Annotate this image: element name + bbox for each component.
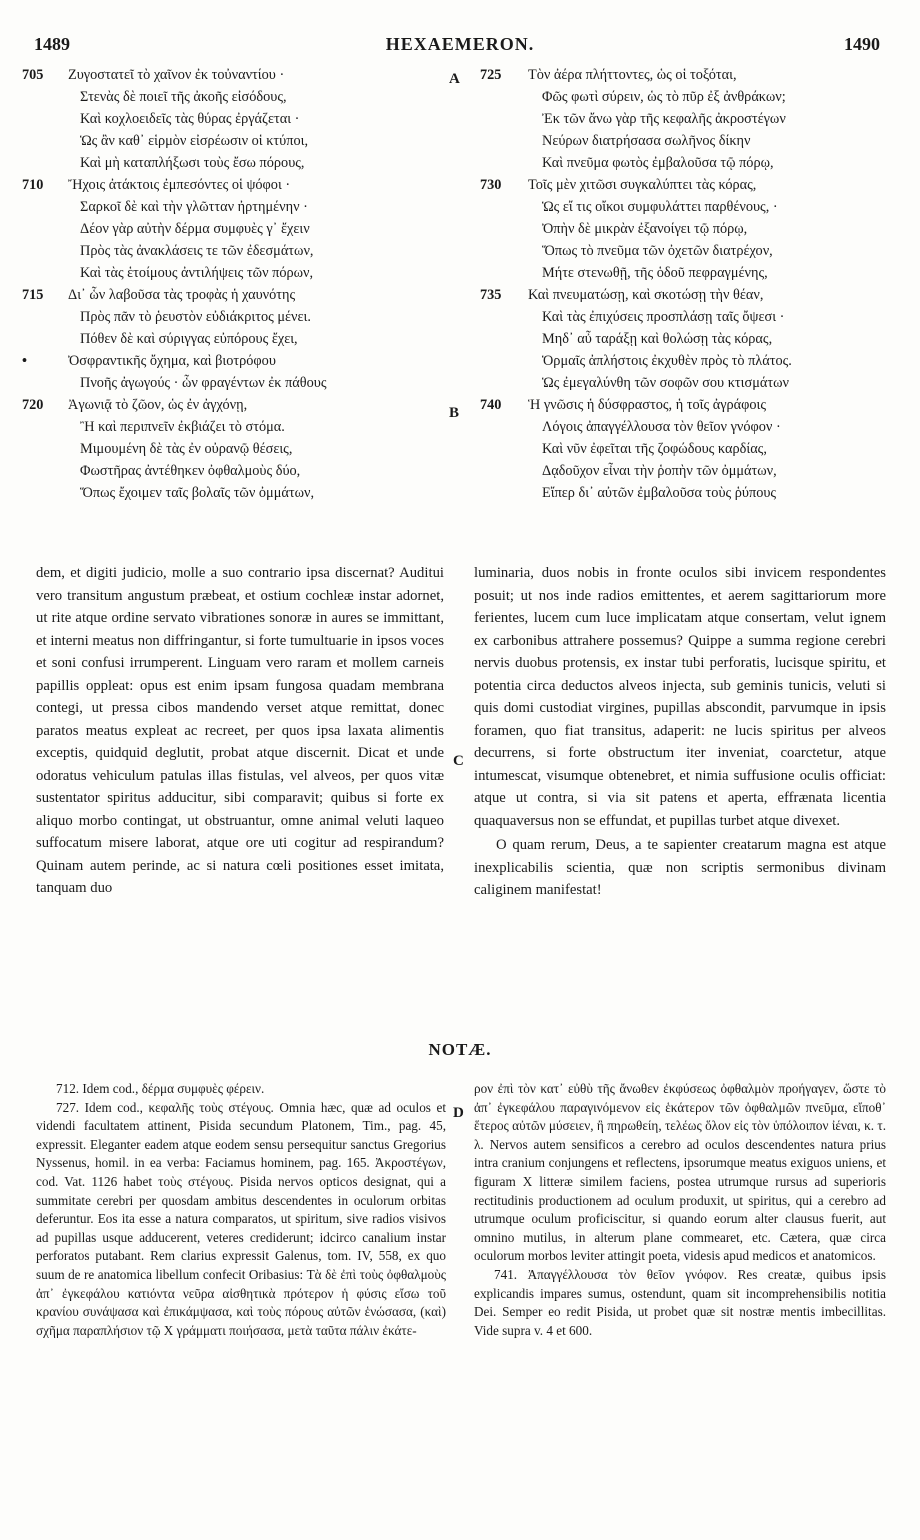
verse-text: Μήτε στενωθῇ, τῆς ὁδοῦ πεφραγμένης,: [542, 265, 768, 281]
latin-translation-left-column: [36, 562, 444, 900]
verse-text: Τοῖς μὲν χιτῶσι συγκαλύπτει τὰς κόρας,: [528, 177, 757, 193]
verse-text: Ὡς εἴ τις οἴκοι συμφυλάττει παρθένους, ·: [542, 199, 778, 215]
verse-line: [472, 416, 892, 438]
verse-text: Ὁρμαῖς ἀπλήστοις ἐκχυθὲν πρὸς τὸ πλάτος.: [542, 353, 792, 369]
verse-line: [22, 130, 442, 152]
page-number-right: 1490: [844, 34, 880, 54]
verse-number: 715: [22, 287, 44, 303]
margin-letter-c: C: [453, 753, 464, 769]
verse-text: Ὅπως τὸ πνεῦμα τῶν ὀχετῶν διατρέχον,: [542, 243, 773, 259]
verse-line: [22, 262, 442, 284]
verse-line: [22, 108, 442, 130]
note-paragraph: ρον ἐπὶ τὸν κατ᾽ εὐθὺ τῆς ἄνωθεν ἐκφύσεως ὀφθαλμὸν προήγαγεν, ὥστε τὸ ἀπ᾽ ἐγκεφάλου παραγινόμενον εἰς ἑκάτερον τῶν ὀφθαλμῶν πνεῦμα, εἴποθ᾽ ἕτερος αὐτῶν μύσειεν, ἢ πηρωθείη, τελέως ὅλον εἰς τὸν ὑπόλοιπον ἰέναι, κ. τ. λ. Nervos autem sensificos a cerebro ad oculos descendentes natura prius intra cranium conjungens et reflectens, ipsorumque meatus exiguos uniens, et figuram X litteræ similem faciens, postea utrumque rursus ad superioris rectitudinis productionem ad oculum produxit, ut spiritus, qui a cerebro ad utrumque oculum proficiscitur, si quando eorum alter clausus fuerit, aut omnino mutilus, in alterum plane commearet, etc. Cætera, quæ circa oculorum morbos leviter attingit poeta, videsis apud medicos et anatomicos.: [474, 1081, 886, 1264]
verse-line: [22, 372, 442, 394]
verse-line: [22, 394, 442, 416]
verse-text: Δι᾽ ὧν λαβοῦσα τὰς τροφὰς ἡ χαυνότης: [68, 287, 296, 303]
notes-right-column: [474, 1080, 886, 1340]
verse-number: 720: [22, 397, 44, 413]
verse-text: Ἢ καὶ περιπνεῖν ἐκβιάζει τὸ στόμα.: [80, 419, 285, 435]
verse-line: [22, 86, 442, 108]
verse-text: Μιμουμένη δὲ τὰς ἐν οὐρανῷ θέσεις,: [80, 441, 293, 457]
verse-text: Καὶ πνευματώσῃ, καὶ σκοτώσῃ τὴν θέαν,: [528, 287, 764, 303]
verse-text: Δᾳδοῦχον εἶναι τὴν ῥοπὴν τῶν ὀμμάτων,: [542, 463, 777, 479]
verse-text: Καὶ μὴ καταπλήξωσι τοὺς ἔσω πόρους,: [80, 155, 305, 171]
latin-paragraph: dem, et digiti judicio, molle a suo contrario ipsa discernat? Auditui vero transitum angustum præbeat, et ostium cochleæ instar adornet, ut rite atque ordine servato vibrationes sonoræ in aures se immittant, et interni meatus non diffringantur, si forte tumultuarie in ipsos voces et soni confusi irrumperent. Linguam vero raram et mollem carneis papillis oppleat: opus est enim ipsam fungosa quadam membrana contegi, ut pressa cibos mandendo verset atque remittat, donec paratos meatus expleat ac recreet, per quos ipsa laxata alimentis exceptis, quidquid deglutit, probat atque discernit. Dicat et unde odoratus vehiculum patulas illas fistulas, vel alveos, per quos vitæ sustentator spiritus adducitur, sibi comparavit; quibus si forte ex aliquo morbo contingat, ut obstruantur, omne animal veluti laqueo suffocatum misere laborat, atque ore uti cogitur ad respirandum? Quinam autem perinde, ac si natura cœli positiones esset imitata, tanquam duo: [36, 565, 444, 896]
verse-text: Πρὸς τὰς ἀνακλάσεις τε τῶν ἐδεσμάτων,: [80, 243, 314, 259]
note-paragraph: 712. Idem cod., δέρμα συμφυὲς φέρειν.: [56, 1081, 265, 1096]
verse-text: Καὶ νῦν ἐφεῖται τῆς ζοφώδους καρδίας,: [542, 441, 767, 457]
verse-text: Στενὰς δὲ ποιεῖ τῆς ἀκοῆς εἰσόδους,: [80, 89, 287, 105]
verse-number: 735: [480, 287, 502, 303]
verse-text: Λόγοις ἀπαγγέλλουσα τὸν θεῖον γνόφον ·: [542, 419, 781, 435]
margin-letter-d: D: [453, 1105, 464, 1121]
verse-line: [472, 152, 892, 174]
verse-text: Τὸν ἀέρα πλήττοντες, ὡς οἱ τοξόται,: [528, 67, 737, 83]
latin-paragraph: luminaria, duos nobis in fronte oculos sibi invicem respondentes posuit; ut nos inde radios emittentes, et aerem sagittariorum more ferientes, lucem cum luce implicatam atque consertam, velut ignem ex carbonibus attrahere possemus? Quippe a summa regione cerebri nervis duobus protensis, ex instar tubi perforatis, lucisque spiritu, et potentia circa deductos alveos injecta, sub geminis tunicis, veluti si quis domi custodiat virgines, pupillas abscondit, parvumque in ipsis foramen, quo fiat transitus, adaperit: ne lucis spiritus per alveos decurrens, si forte obstructum iter inveniat, coarctetur, atque intumescat, visumque obtenebret, et nimia suffusione oculis officiat: atque ut contra, si via sit patens et aperta, effrænata licentia quaquaversus non se effundat, et pupillas turbet atque divexet.: [474, 565, 886, 829]
verse-text: Ζυγοστατεῖ τὸ χαῖνον ἐκ τοὐναντίου ·: [68, 67, 285, 83]
verse-line: [22, 328, 442, 350]
page-number-left: 1489: [34, 34, 70, 54]
verse-line: [472, 240, 892, 262]
verse-text: Ἀγωνιᾷ τὸ ζῶον, ὡς ἐν ἀγχόνῃ,: [68, 397, 248, 413]
verse-line: [22, 196, 442, 218]
verse-text: Πόθεν δὲ καὶ σύριγγας εὐπόρους ἔχει,: [80, 331, 298, 347]
verse-line: [472, 394, 892, 416]
verse-line: [472, 328, 892, 350]
verse-line: [472, 64, 892, 86]
notes-left-column: [36, 1080, 446, 1340]
verse-text: Ἡ γνῶσις ἡ δύσφραστος, ἡ τοῖς ἀγράφοις: [528, 397, 767, 413]
verse-line: [472, 174, 892, 196]
verse-line: [22, 460, 442, 482]
verse-text: Σαρκοῖ δὲ καὶ τὴν γλῶτταν ἠρτημένην ·: [80, 199, 308, 215]
verse-text: Εἴπερ δι᾽ αὐτῶν ἐμβαλοῦσα τοὺς ῥύπους: [542, 485, 777, 501]
verse-line: [472, 196, 892, 218]
running-title: HEXAEMERON.: [385, 34, 535, 54]
verse-text: Καὶ κοχλοειδεῖς τὰς θύρας ἐργάζεται ·: [80, 111, 300, 127]
verse-line: [22, 416, 442, 438]
verse-number: 725: [480, 67, 502, 83]
verse-line: [22, 482, 442, 504]
verse-line: [22, 218, 442, 240]
greek-verses-right-column: [472, 64, 892, 504]
verse-line: [22, 152, 442, 174]
verse-text: Πρὸς πᾶν τὸ ῥευστὸν εὐδιάκριτος μένει.: [80, 309, 311, 325]
verse-line: [22, 350, 442, 372]
verse-text: Ὡς ἂν καθ᾽ εἱρμὸν εἰσρέωσιν οἱ κτύποι,: [80, 133, 309, 149]
verse-number: 705: [22, 67, 44, 83]
verse-line: [472, 108, 892, 130]
verse-line: [472, 482, 892, 504]
verse-text: Δέον γὰρ αὐτὴν δέρμα συμφυὲς γ᾽ ἔχειν: [80, 221, 310, 237]
verse-line: [22, 174, 442, 196]
verse-text: Νεύρων διατρήσασα σωλῆνος δίκην: [542, 133, 751, 149]
verse-line: [472, 130, 892, 152]
verse-text: Ὀσφραντικῆς ὄχημα, καὶ βιοτρόφου: [68, 353, 276, 369]
verse-text: Ἐκ τῶν ἄνω γὰρ τῆς κεφαλῆς ἀκροστέγων: [542, 111, 786, 127]
note-paragraph: 727. Idem cod., κεφαλῆς τοὺς στέγους. Omnia hæc, quæ ad oculos et videndi facultatem attinent, Pisida secundum Platonem, Tim., pag. 45, expressit. Eleganter eadem atque eodem sensu persequitur sanctus Gregorius Nyssenus, homil. in ea verba: Faciamus hominem, pag. 165. Ἀκροστέγων, cod. Vat. 1126 habet τοὺς στέγους. Pisida nervos opticos designat, qui a summitate cerebri per quosdam ambitus descendentes in oculorum orbitas deferuntur. Eos ita esse a natura comparatos, ut spiritum, sive radios visivos ad pupillas usque adducerent, veteres crediderunt; idcirco canalium instar perforatos putabant. Rem clarius expressit Galenus, tom. IV, 558, ex quo suum de re anatomica libellum confecit Oribasius: Τὰ δὲ ἐπὶ τοὺς ὀφθαλμοὺς ἀπ᾽ ἐγκεφάλου κατιόντα νεῦρα αἰσθητικὰ πρότερον ἡ φύσις εἴσω τοῦ κρανίου συνάψασα καὶ ἐπικάμψασα, καὶ τοὺς πόρους αὐτῶν ἑνώσασα, (καὶ) σχῆμα παραπλήσιον τῷ Χ γράμματι ποιήσασα, μετὰ ταῦτα πάλιν ἐκάτε-: [36, 1099, 446, 1338]
verse-number: •: [22, 353, 28, 369]
verse-text: Ὡς ἐμεγαλύνθη τῶν σοφῶν σου κτισμάτων: [542, 375, 789, 391]
latin-paragraph: O quam rerum, Deus, a te sapienter creatarum magna est atque inexplicabilis scientia, quæ non scriptis sermonibus divinam caliginem manifestat!: [474, 837, 886, 898]
verse-text: Ὀπὴν δὲ μικρὰν ἐξανοίγει τῷ πόρῳ,: [542, 221, 748, 237]
verse-text: Μηδ᾽ αὖ ταράξῃ καὶ θολώσῃ τὰς κόρας,: [542, 331, 773, 347]
verse-line: [472, 306, 892, 328]
verse-line: [22, 240, 442, 262]
latin-translation-right-column: [474, 562, 886, 902]
verse-text: Πνοῆς ἀγωγούς · ὧν φραγέντων ἐκ πάθους: [80, 375, 327, 391]
verse-text: Φωστῆρας ἀντέθηκεν ὀφθαλμοὺς δύο,: [80, 463, 301, 479]
verse-text: Ὅπως ἔχοιμεν ταῖς βολαῖς τῶν ὀμμάτων,: [80, 485, 315, 501]
verse-line: [22, 306, 442, 328]
verse-number: 730: [480, 177, 502, 193]
verse-line: [472, 460, 892, 482]
note-paragraph: 741. Ἀπαγγέλλουσα τὸν θεῖον γνόφον. Res creatæ, quibus ipsis explicandis impares sumus, ostendunt, quam sit incomprehensibilis notitia Dei. Semper eo redit Pisida, ut probet quæ sit nostræ mentis imbecillitas. Vide supra v. 4 et 600.: [474, 1266, 886, 1338]
verse-line: [472, 438, 892, 460]
verse-text: Καὶ τὰς ἑτοίμους ἀντιλήψεις τῶν πόρων,: [80, 265, 314, 281]
verse-number: 710: [22, 177, 44, 193]
verse-line: [22, 284, 442, 306]
verse-text: Ἤχοις ἀτάκτοις ἐμπεσόντες οἱ ψόφοι ·: [68, 177, 291, 193]
margin-letter-b: B: [449, 405, 460, 421]
verse-line: [22, 438, 442, 460]
greek-verses-left-column: [22, 64, 442, 504]
verse-line: [472, 262, 892, 284]
verse-line: [22, 64, 442, 86]
verse-line: [472, 284, 892, 306]
verse-text: Καὶ τὰς ἐπιχύσεις προσπλάσῃ ταῖς ὄψεσι ·: [542, 309, 785, 325]
notes-heading: NOTÆ.: [428, 1040, 492, 1059]
verse-line: [472, 350, 892, 372]
margin-letter-a: A: [449, 71, 460, 87]
verse-number: 740: [480, 397, 502, 413]
verse-line: [472, 86, 892, 108]
verse-line: [472, 218, 892, 240]
verse-line: [472, 372, 892, 394]
verse-text: Καὶ πνεῦμα φωτὸς ἐμβαλοῦσα τῷ πόρῳ,: [542, 155, 774, 171]
verse-text: Φῶς φωτὶ σύρειν, ὡς τὸ πῦρ ἐξ ἀνθράκων;: [542, 89, 786, 105]
